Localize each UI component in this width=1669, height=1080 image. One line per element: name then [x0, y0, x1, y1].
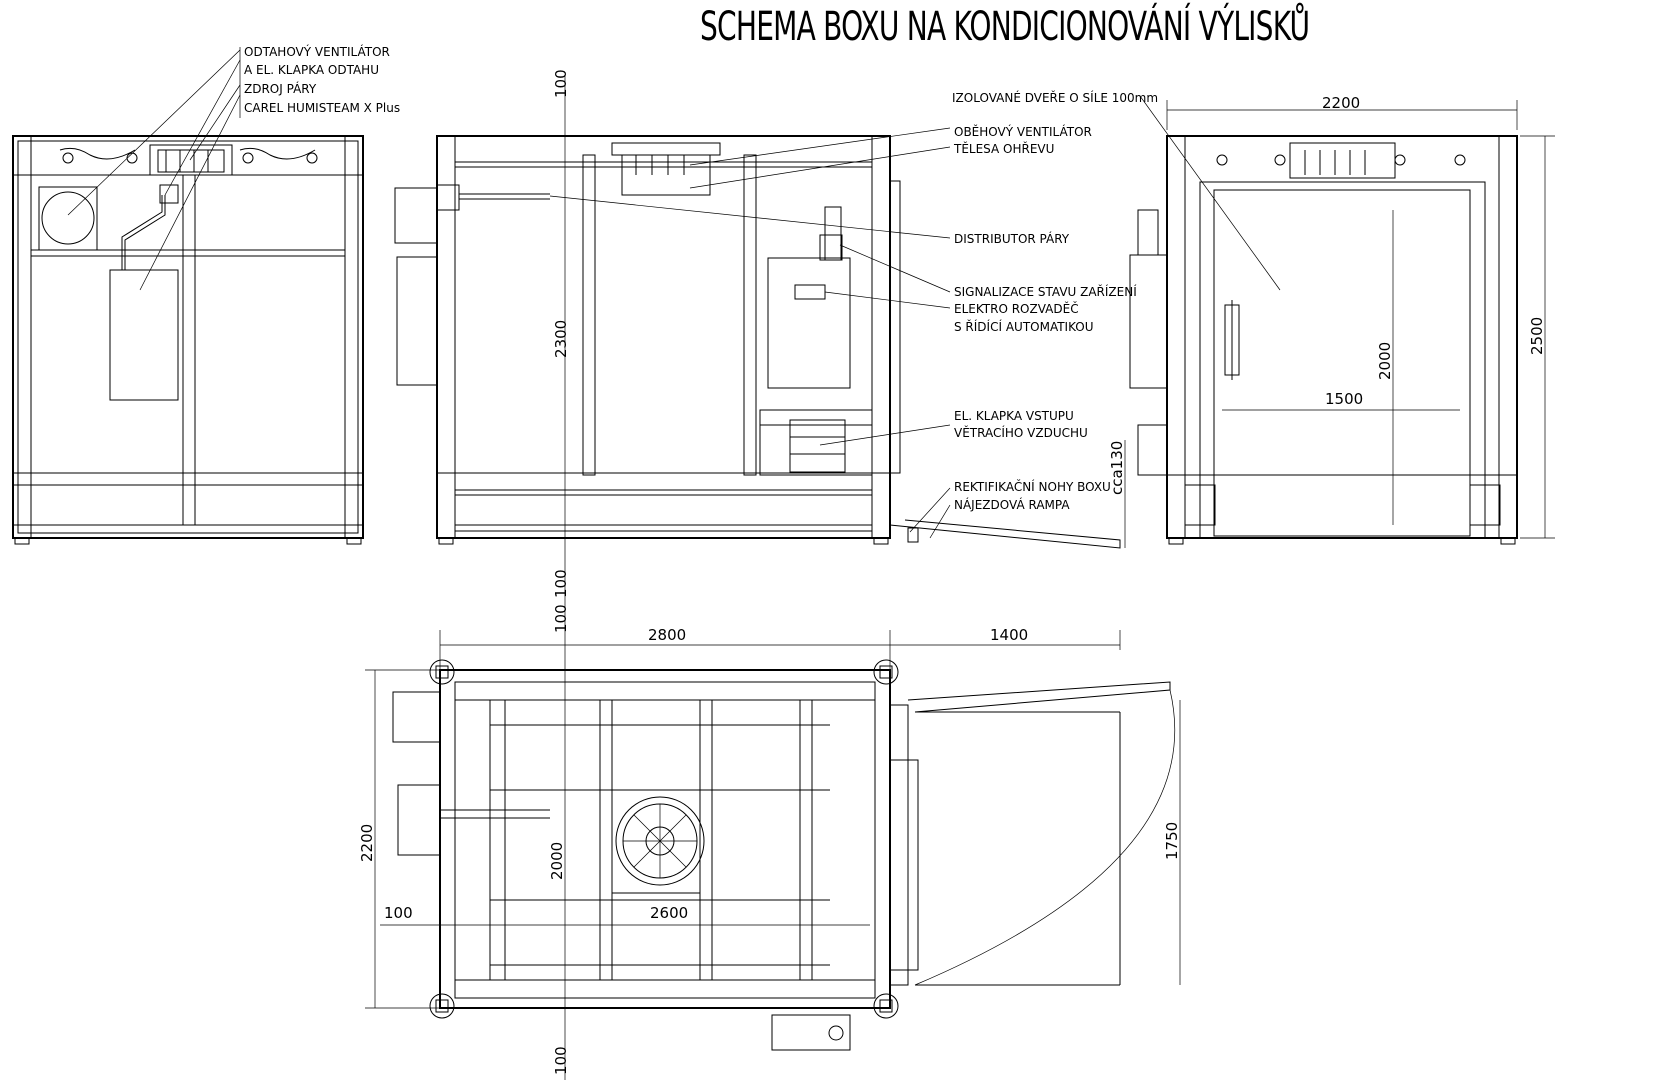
label-feet: REKTIFIKAČNÍ NOHY BOXU	[954, 480, 1111, 494]
label-steam-source-1: ZDROJ PÁRY	[244, 82, 317, 96]
dim-mid-100-a: 100	[552, 569, 570, 598]
label-el-cabinet-1: ELEKTRO ROZVADĚČ	[954, 302, 1079, 316]
dim-height-2300: 2300	[552, 319, 570, 358]
dim-mid-100-b: 100	[552, 604, 570, 633]
label-exhaust-fan-2: A EL. KLAPKA ODTAHU	[244, 63, 379, 77]
dim-width-2200: 2200	[1322, 94, 1361, 112]
right-front-view	[1130, 96, 1555, 544]
label-heaters: TĚLESA OHŘEVU	[954, 142, 1055, 156]
dim-length-2800: 2800	[648, 626, 687, 644]
dim-bottom-100: 100	[552, 1046, 570, 1075]
dim-plan-2200: 2200	[358, 823, 376, 862]
label-el-cabinet-2: S ŘÍDÍCÍ AUTOMATIKOU	[954, 320, 1094, 334]
label-steam-distributor: DISTRIBUTOR PÁRY	[954, 232, 1070, 246]
label-insulated-door: IZOLOVANÉ DVEŘE O SÍLE 100mm	[952, 91, 1159, 105]
left-side-view	[13, 47, 363, 544]
dim-height-2500: 2500	[1528, 316, 1546, 355]
dim-door-1750: 1750	[1163, 821, 1181, 860]
middle-view-labels	[952, 90, 1158, 512]
label-inlet-damper-1: EL. KLAPKA VSTUPU	[954, 409, 1074, 423]
label-ramp: NÁJEZDOVÁ RAMPA	[954, 498, 1070, 512]
label-steam-source-2: CAREL HUMISTEAM X Plus	[244, 101, 401, 115]
label-exhaust-fan-1: ODTAHOVÝ VENTILÁTOR	[244, 45, 390, 59]
left-view-labels	[244, 44, 400, 115]
dim-door-1400: 1400	[990, 626, 1029, 644]
drawing-title: SCHEMA BOXU NA KONDICIONOVÁNÍ VÝLISKŮ	[700, 4, 1310, 50]
dim-plan-100: 100	[384, 904, 413, 922]
dim-ramp-130: cca130	[1108, 440, 1126, 495]
label-circ-fan: OBĚHOVÝ VENTILÁTOR	[954, 125, 1092, 139]
dim-width-1500: 1500	[1325, 390, 1364, 408]
dimension-labels	[358, 69, 1546, 1075]
label-inlet-damper-2: VĚTRACÍHO VZDUCHU	[954, 426, 1088, 440]
dim-plan-2000: 2000	[548, 841, 566, 880]
dim-top-100: 100	[552, 69, 570, 98]
plan-view	[365, 630, 1180, 1050]
dim-plan-2600: 2600	[650, 904, 689, 922]
label-status-signal: SIGNALIZACE STAVU ZAŘÍZENÍ	[954, 285, 1137, 299]
dim-height-2000-door: 2000	[1376, 341, 1394, 380]
